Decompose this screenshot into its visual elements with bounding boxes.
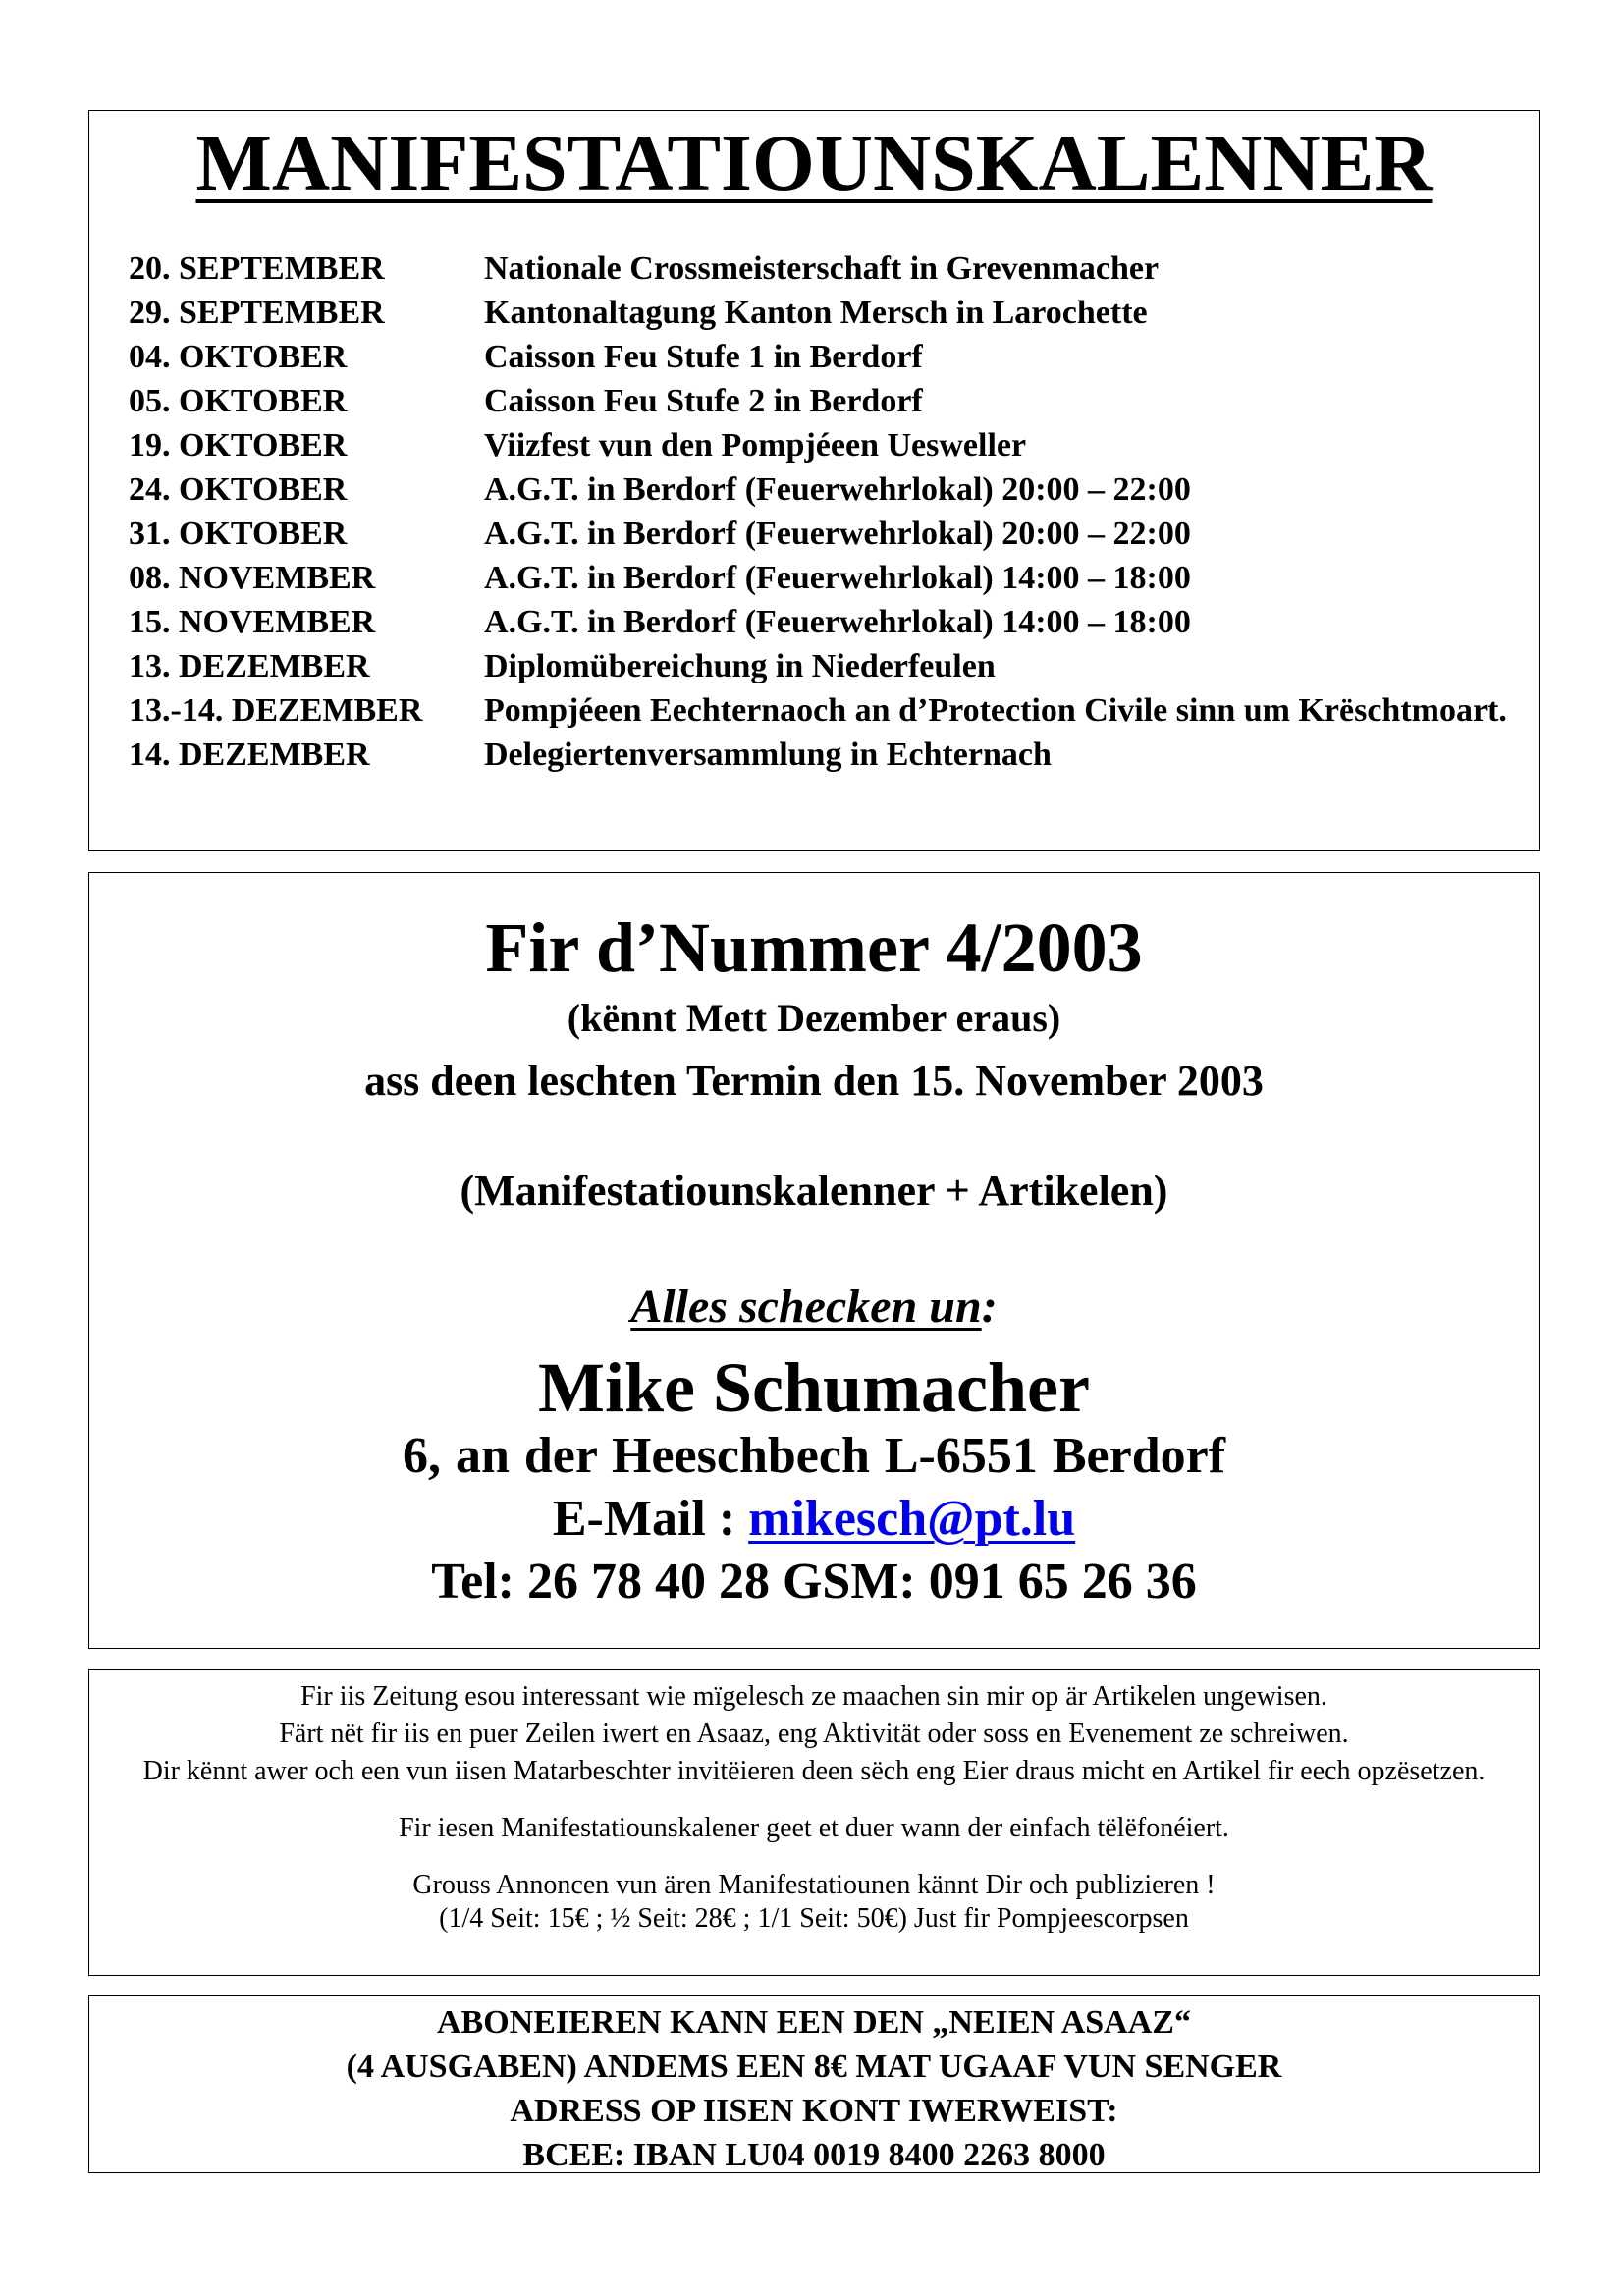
event-date: 04. OKTOBER [129, 339, 348, 375]
contact-email-line [89, 1491, 1539, 1547]
email-link[interactable]: mikesch@pt.lu [748, 1491, 1076, 1547]
calendar-row [129, 733, 1523, 777]
event-description: Caisson Feu Stufe 2 in Berdorf [484, 383, 923, 419]
calendar-row [129, 600, 1523, 644]
event-date: 19. OKTOBER [129, 427, 348, 464]
calendar-row [129, 688, 1523, 733]
event-description: A.G.T. in Berdorf (Feuerwehrlokal) 20:00 – 22:00 [484, 471, 1191, 508]
calendar-row [129, 246, 1523, 291]
event-description: Kantonaltagung Kanton Mersch in Larochette [484, 295, 1148, 331]
event-date: 31. OKTOBER [129, 516, 348, 552]
subscription-line: ABONEIEREN KANN EEN DEN „NEIEN ASAAZ“ [437, 2004, 1191, 2041]
calendar-row [129, 644, 1523, 688]
event-date: 05. OKTOBER [129, 383, 348, 419]
subscription-line: ADRESS OP IISEN KONT IWERWEIST: [510, 2093, 1118, 2129]
event-date: 29. SEPTEMBER [129, 295, 385, 331]
event-description: Viizfest vun den Pompjéeen Uesweller [484, 427, 1027, 464]
deadline-text: ass deen leschten Termin den 15. November 2003 [364, 1057, 1264, 1105]
calendar-row [129, 467, 1523, 512]
subscription-line: (4 AUSGABEN) ANDEMS EEN 8€ MAT UGAAF VUN SENGER [346, 2049, 1282, 2085]
calendar-row [129, 423, 1523, 467]
calendar-row [129, 512, 1523, 556]
event-date: 08. NOVEMBER [129, 560, 376, 596]
event-date: 13.-14. DEZEMBER [129, 692, 423, 729]
ad-prices: (1/4 Seit: 15€ ; ½ Seit: 28€ ; 1/1 Seit: 50€) Just fir Pompjeescorpsen [439, 1903, 1189, 1934]
calendar-row [129, 335, 1523, 379]
info-paragraph: Grouss Annoncen vun ären Manifestatiounen kännt Dir och publizieren ! [412, 1870, 1216, 1900]
event-description: A.G.T. in Berdorf (Feuerwehrlokal) 14:00 – 18:00 [484, 560, 1191, 596]
subscription-box [88, 1995, 1540, 2173]
calendar-title: MANIFESTATIOUNSKALENNER [195, 118, 1433, 207]
event-description: Pompjéeen Eechternaoch an d’Protection Civile sinn um Krëschtmoart. [484, 692, 1507, 729]
event-description: A.G.T. in Berdorf (Feuerwehrlokal) 20:00 – 22:00 [484, 516, 1191, 552]
email-label: E-Mail : [552, 1491, 749, 1547]
contact-phone: Tel: 26 78 40 28 GSM: 091 65 26 36 [431, 1554, 1197, 1610]
event-description: Nationale Crossmeisterschaft in Grevenmacher [484, 250, 1160, 287]
info-paragraph: Fir iis Zeitung esou interessant wie mïgelesch ze maachen sin mir op är Artikelen ungewisen. [300, 1681, 1327, 1712]
send-to-label: Alles schecken un: [630, 1281, 998, 1333]
calendar-box [88, 110, 1540, 851]
contact-address: 6, an der Heeschbech L-6551 Berdorf [402, 1428, 1226, 1484]
calendar-list [129, 246, 1523, 777]
contact-name: Mike Schumacher [538, 1348, 1090, 1427]
event-date: 14. DEZEMBER [129, 737, 370, 773]
event-date: 24. OKTOBER [129, 471, 348, 508]
calendar-row [129, 379, 1523, 423]
event-description: Delegiertenversammlung in Echternach [484, 737, 1052, 773]
event-description: Caisson Feu Stufe 1 in Berdorf [484, 339, 923, 375]
info-paragraph: Färt nët fir iis en puer Zeilen iwert en Asaaz, eng Aktivität oder soss en Evenement ze schreiwen. [279, 1719, 1349, 1749]
info-box [88, 1669, 1540, 1976]
release-note: (kënnt Mett Dezember eraus) [567, 996, 1061, 1040]
event-description: A.G.T. in Berdorf (Feuerwehrlokal) 14:00 – 18:00 [484, 604, 1191, 640]
bank-account: BCEE: IBAN LU04 0019 8400 2263 8000 [522, 2137, 1106, 2173]
info-paragraph: Fir iesen Manifestatiounskalener geet et duer wann der einfach tëlëfonéiert. [399, 1813, 1229, 1843]
event-date: 20. SEPTEMBER [129, 250, 385, 287]
event-description: Diplomübereichung in Niederfeulen [484, 648, 996, 684]
event-date: 15. NOVEMBER [129, 604, 376, 640]
calendar-row [129, 556, 1523, 600]
issue-heading: Fir d’Nummer 4/2003 [485, 908, 1143, 987]
deadline-box [88, 872, 1540, 1649]
calendar-row [129, 291, 1523, 335]
event-date: 13. DEZEMBER [129, 648, 370, 684]
content-note: (Manifestatiounskalenner + Artikelen) [460, 1167, 1168, 1215]
info-paragraph: Dir kënnt awer och een vun iisen Matarbeschter invitëieren deen sëch eng Eier draus micht en Artikel fir eech opzësetzen. [142, 1756, 1486, 1786]
